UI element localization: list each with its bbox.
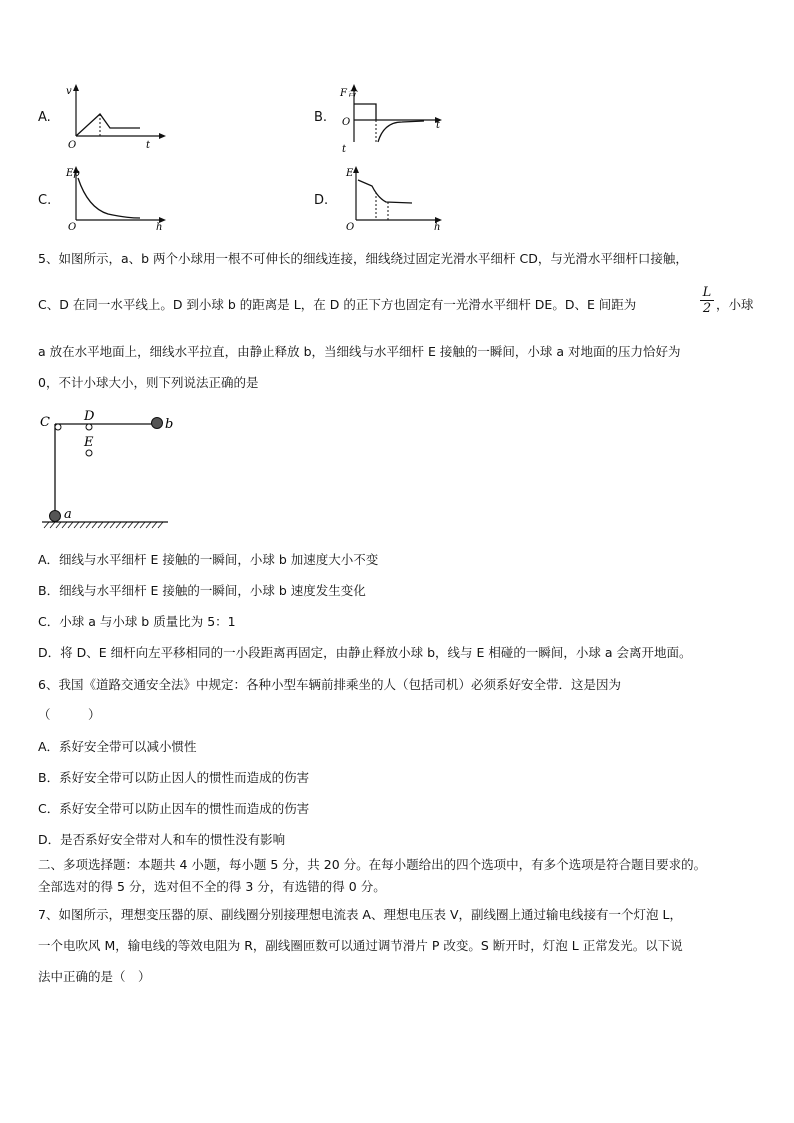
- q6-answer-blank: （ ）: [38, 707, 101, 722]
- graph-b-extra-label: t: [342, 144, 347, 154]
- graph-b-origin: O: [342, 117, 351, 128]
- graph-c-xlabel: h: [156, 222, 163, 232]
- section-2-heading-line-2: 全部选对的得 5 分，选对但不全的得 3 分，有选错的得 0 分。: [38, 879, 386, 894]
- option-c-label: C.: [38, 193, 52, 208]
- q5-stem-line-2a: C、D 在同一水平线上。D 到小球 b 的距离是 L，在 D 的正下方也固定有一光滑水平细杆 DE。D、E 间距为: [38, 297, 637, 312]
- section-2-heading-line-1: 二、多项选择题：本题共 4 小题，每小题 5 分，共 20 分。在每小题给出的四个选项中，有多个选项是符合题目要求的。: [38, 857, 707, 872]
- graph-b-ylabel: F合: [340, 88, 357, 99]
- graph-a-velocity-time: [62, 82, 172, 150]
- graph-d-xlabel: h: [434, 222, 441, 232]
- fraction-numerator: L: [702, 285, 712, 300]
- graph-b-force-time: [338, 82, 448, 154]
- option-d-label: D.: [314, 193, 329, 208]
- graph-a-xlabel: t: [146, 140, 151, 150]
- graph-a-ylabel: v: [66, 86, 72, 97]
- q5-stem-line-2b: ，小球: [716, 297, 754, 312]
- q7-stem-line-1: 7、如图所示，理想变压器的原、副线圈分别接理想电流表 A、理想电压表 V，副线圈上通过输电线接有一个灯泡 L，: [38, 907, 682, 922]
- graph-d-energy-height: [338, 162, 448, 232]
- fraction-denominator: 2: [700, 300, 714, 316]
- q5-stem-line-4: 0，不计小球大小，则下列说法正确的是: [38, 375, 259, 390]
- fraction-l-over-2: [700, 285, 714, 316]
- label-d: D: [84, 409, 95, 424]
- q6-stem: 6、我国《道路交通安全法》中规定：各种小型车辆前排乘坐的人（包括司机）必须系好安全带．这是因为: [38, 677, 621, 692]
- q5-option-c: C．小球 a 与小球 b 质量比为 5：1: [38, 614, 236, 629]
- option-b-label: B.: [314, 110, 328, 125]
- graph-c-origin: O: [68, 222, 77, 232]
- graph-b-xlabel: t: [436, 120, 441, 131]
- q6-option-d: D．是否系好安全带对人和车的惯性没有影响: [38, 832, 286, 847]
- q5-option-b: B．细线与水平细杆 E 接触的一瞬间，小球 b 速度发生变化: [38, 583, 366, 598]
- graph-c-ylabel: Ep: [66, 168, 80, 179]
- q5-option-d: D．将 D、E 细杆向左平移相同的一小段距离再固定，由静止释放小球 b，线与 E 相碰的一瞬间，小球 a 会离开地面。: [38, 645, 692, 660]
- q5-figure-rods-and-balls: [36, 404, 186, 534]
- q7-stem-line-2: 一个电吹风 M，输电线的等效电阻为 R，副线圈匝数可以通过调节滑片 P 改变。S 断开时，灯泡 L 正常发光。以下说: [38, 938, 683, 953]
- q6-option-c: C．系好安全带可以防止因车的惯性而造成的伤害: [38, 801, 310, 816]
- q7-stem-line-3: 法中正确的是（ ）: [38, 969, 151, 984]
- graph-d-ylabel: E: [346, 168, 354, 179]
- label-b: b: [165, 417, 174, 432]
- option-a-label: A.: [38, 110, 51, 125]
- q5-stem-line-3: a 放在水平地面上，细线水平拉直，由静止释放 b，当细线与水平细杆 E 接触的一瞬间，小球 a 对地面的压力恰好为: [38, 344, 681, 359]
- label-a: a: [64, 507, 72, 522]
- graph-a-origin: O: [68, 140, 77, 150]
- graph-d-origin: O: [346, 222, 355, 232]
- q6-option-b: B．系好安全带可以防止因人的惯性而造成的伤害: [38, 770, 310, 785]
- label-c: C: [40, 415, 50, 430]
- q5-option-a: A．细线与水平细杆 E 接触的一瞬间，小球 b 加速度大小不变: [38, 552, 379, 567]
- graph-c-potential-energy-height: [62, 162, 172, 232]
- q5-stem-line-1: 5、如图所示，a、b 两个小球用一根不可伸长的细线连接，细线绕过固定光滑水平细杆 CD，与光滑水平细杆口接触，: [38, 251, 688, 266]
- q6-option-a: A．系好安全带可以减小惯性: [38, 739, 197, 754]
- label-e: E: [84, 435, 94, 450]
